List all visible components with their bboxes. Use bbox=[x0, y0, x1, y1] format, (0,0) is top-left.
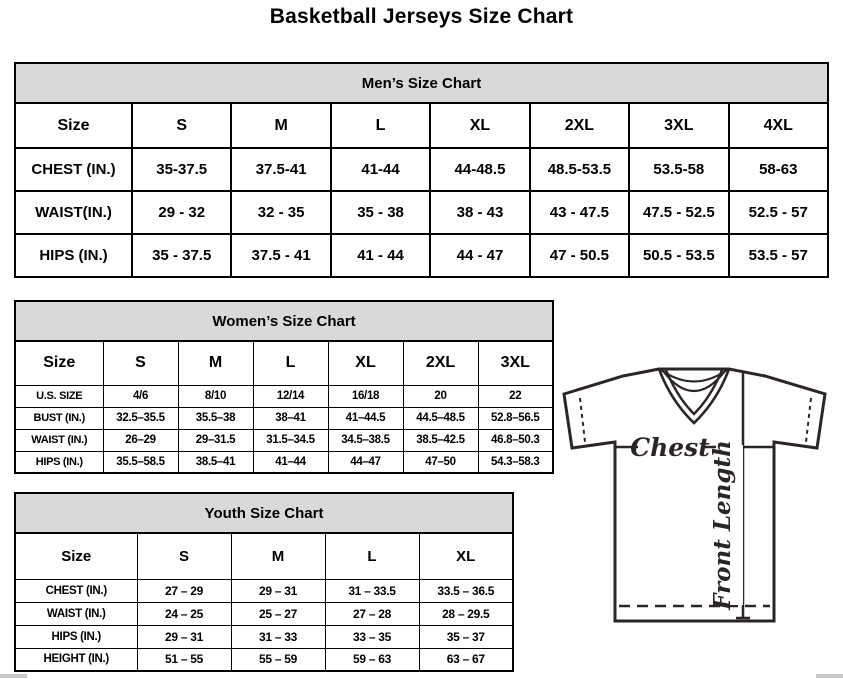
row-label: HIPS (IN.) bbox=[15, 625, 137, 648]
size-value-cell: 32.5–35.5 bbox=[103, 407, 178, 429]
size-value-cell: 52.8–56.5 bbox=[478, 407, 553, 429]
table-row bbox=[15, 429, 553, 451]
size-value-cell: 29 – 31 bbox=[137, 625, 231, 648]
row-label: WAIST(IN.) bbox=[15, 191, 132, 234]
jersey-outline-icon bbox=[553, 357, 843, 657]
size-value-cell: 47–50 bbox=[403, 451, 478, 473]
size-value-cell: 20 bbox=[403, 385, 478, 407]
youth-column-header-row bbox=[15, 533, 513, 579]
column-header: L bbox=[331, 103, 430, 148]
womens-size-chart-table bbox=[14, 300, 554, 474]
table-row bbox=[15, 191, 828, 234]
size-value-cell: 41 - 44 bbox=[331, 234, 430, 277]
jersey-measurement-diagram bbox=[553, 357, 843, 657]
column-header: 4XL bbox=[729, 103, 828, 148]
size-value-cell: 35.5–58.5 bbox=[103, 451, 178, 473]
size-value-cell: 63 – 67 bbox=[419, 648, 513, 671]
column-header: 2XL bbox=[530, 103, 629, 148]
size-value-cell: 38–41 bbox=[253, 407, 328, 429]
table-row bbox=[15, 625, 513, 648]
column-header: M bbox=[231, 103, 330, 148]
size-value-cell: 58-63 bbox=[729, 148, 828, 191]
column-header: XL bbox=[430, 103, 529, 148]
row-label: CHEST (IN.) bbox=[15, 579, 137, 602]
size-value-cell: 35 – 37 bbox=[419, 625, 513, 648]
front-length-label: Front Length bbox=[709, 440, 736, 610]
row-label: U.S. SIZE bbox=[15, 385, 103, 407]
size-value-cell: 41–44.5 bbox=[328, 407, 403, 429]
size-value-cell: 59 – 63 bbox=[325, 648, 419, 671]
size-value-cell: 26–29 bbox=[103, 429, 178, 451]
column-header: M bbox=[231, 533, 325, 579]
column-header: XL bbox=[419, 533, 513, 579]
table-row bbox=[15, 385, 553, 407]
row-label: HIPS (IN.) bbox=[15, 451, 103, 473]
row-label: HIPS (IN.) bbox=[15, 234, 132, 277]
size-value-cell: 55 – 59 bbox=[231, 648, 325, 671]
size-value-cell: 37.5-41 bbox=[231, 148, 330, 191]
size-value-cell: 24 – 25 bbox=[137, 602, 231, 625]
horizontal-scrollbar-right-fragment[interactable] bbox=[816, 674, 843, 678]
table-row bbox=[15, 407, 553, 429]
youth-table-caption: Youth Size Chart bbox=[15, 493, 513, 533]
size-value-cell: 34.5–38.5 bbox=[328, 429, 403, 451]
size-value-cell: 25 – 27 bbox=[231, 602, 325, 625]
column-header: M bbox=[178, 341, 253, 385]
size-value-cell: 37.5 - 41 bbox=[231, 234, 330, 277]
size-value-cell: 53.5 - 57 bbox=[729, 234, 828, 277]
size-value-cell: 35.5–38 bbox=[178, 407, 253, 429]
size-value-cell: 31 – 33 bbox=[231, 625, 325, 648]
size-value-cell: 22 bbox=[478, 385, 553, 407]
table-row bbox=[15, 234, 828, 277]
size-value-cell: 12/14 bbox=[253, 385, 328, 407]
size-value-cell: 29 - 32 bbox=[132, 191, 231, 234]
womens-column-header-row bbox=[15, 341, 553, 385]
row-label: BUST (IN.) bbox=[15, 407, 103, 429]
size-value-cell: 47.5 - 52.5 bbox=[629, 191, 728, 234]
size-value-cell: 46.8–50.3 bbox=[478, 429, 553, 451]
size-value-cell: 48.5-53.5 bbox=[530, 148, 629, 191]
size-value-cell: 38.5–42.5 bbox=[403, 429, 478, 451]
chest-label: Chest bbox=[630, 433, 710, 462]
size-value-cell: 33 – 35 bbox=[325, 625, 419, 648]
column-header: XL bbox=[328, 341, 403, 385]
row-label: HEIGHT (IN.) bbox=[15, 648, 137, 671]
size-value-cell: 8/10 bbox=[178, 385, 253, 407]
mens-table-caption: Men’s Size Chart bbox=[15, 63, 828, 103]
size-value-cell: 44 - 47 bbox=[430, 234, 529, 277]
column-header: L bbox=[253, 341, 328, 385]
page-title: Basketball Jerseys Size Chart bbox=[269, 5, 574, 28]
mens-column-header-row bbox=[15, 103, 828, 148]
size-value-cell: 27 – 28 bbox=[325, 602, 419, 625]
table-row bbox=[15, 148, 828, 191]
size-value-cell: 33.5 – 36.5 bbox=[419, 579, 513, 602]
column-header: S bbox=[103, 341, 178, 385]
column-header: Size bbox=[15, 341, 103, 385]
column-header: Size bbox=[15, 103, 132, 148]
size-value-cell: 29 – 31 bbox=[231, 579, 325, 602]
table-row bbox=[15, 451, 553, 473]
size-value-cell: 16/18 bbox=[328, 385, 403, 407]
size-value-cell: 38.5–41 bbox=[178, 451, 253, 473]
size-value-cell: 52.5 - 57 bbox=[729, 191, 828, 234]
size-value-cell: 28 – 29.5 bbox=[419, 602, 513, 625]
column-header: S bbox=[132, 103, 231, 148]
size-value-cell: 44–47 bbox=[328, 451, 403, 473]
column-header: 3XL bbox=[629, 103, 728, 148]
column-header: 3XL bbox=[478, 341, 553, 385]
size-value-cell: 54.3–58.3 bbox=[478, 451, 553, 473]
size-value-cell: 51 – 55 bbox=[137, 648, 231, 671]
size-value-cell: 44.5–48.5 bbox=[403, 407, 478, 429]
row-label: WAIST (IN.) bbox=[15, 602, 137, 625]
table-row bbox=[15, 648, 513, 671]
size-value-cell: 41-44 bbox=[331, 148, 430, 191]
column-header: S bbox=[137, 533, 231, 579]
column-header: L bbox=[325, 533, 419, 579]
size-value-cell: 35 - 37.5 bbox=[132, 234, 231, 277]
size-value-cell: 47 - 50.5 bbox=[530, 234, 629, 277]
size-value-cell: 50.5 - 53.5 bbox=[629, 234, 728, 277]
size-value-cell: 4/6 bbox=[103, 385, 178, 407]
size-value-cell: 35 - 38 bbox=[331, 191, 430, 234]
size-value-cell: 29–31.5 bbox=[178, 429, 253, 451]
size-value-cell: 44-48.5 bbox=[430, 148, 529, 191]
size-value-cell: 41–44 bbox=[253, 451, 328, 473]
row-label: CHEST (IN.) bbox=[15, 148, 132, 191]
size-value-cell: 31.5–34.5 bbox=[253, 429, 328, 451]
column-header: 2XL bbox=[403, 341, 478, 385]
size-value-cell: 53.5-58 bbox=[629, 148, 728, 191]
size-value-cell: 27 – 29 bbox=[137, 579, 231, 602]
youth-size-chart-table bbox=[14, 492, 514, 672]
size-value-cell: 43 - 47.5 bbox=[530, 191, 629, 234]
womens-table-caption: Women’s Size Chart bbox=[15, 301, 553, 341]
horizontal-scrollbar-left-fragment[interactable] bbox=[0, 674, 27, 678]
size-value-cell: 35-37.5 bbox=[132, 148, 231, 191]
size-value-cell: 38 - 43 bbox=[430, 191, 529, 234]
size-value-cell: 32 - 35 bbox=[231, 191, 330, 234]
size-value-cell: 31 – 33.5 bbox=[325, 579, 419, 602]
mens-size-chart-table bbox=[14, 62, 829, 278]
table-row bbox=[15, 579, 513, 602]
table-row bbox=[15, 602, 513, 625]
column-header: Size bbox=[15, 533, 137, 579]
row-label: WAIST (IN.) bbox=[15, 429, 103, 451]
